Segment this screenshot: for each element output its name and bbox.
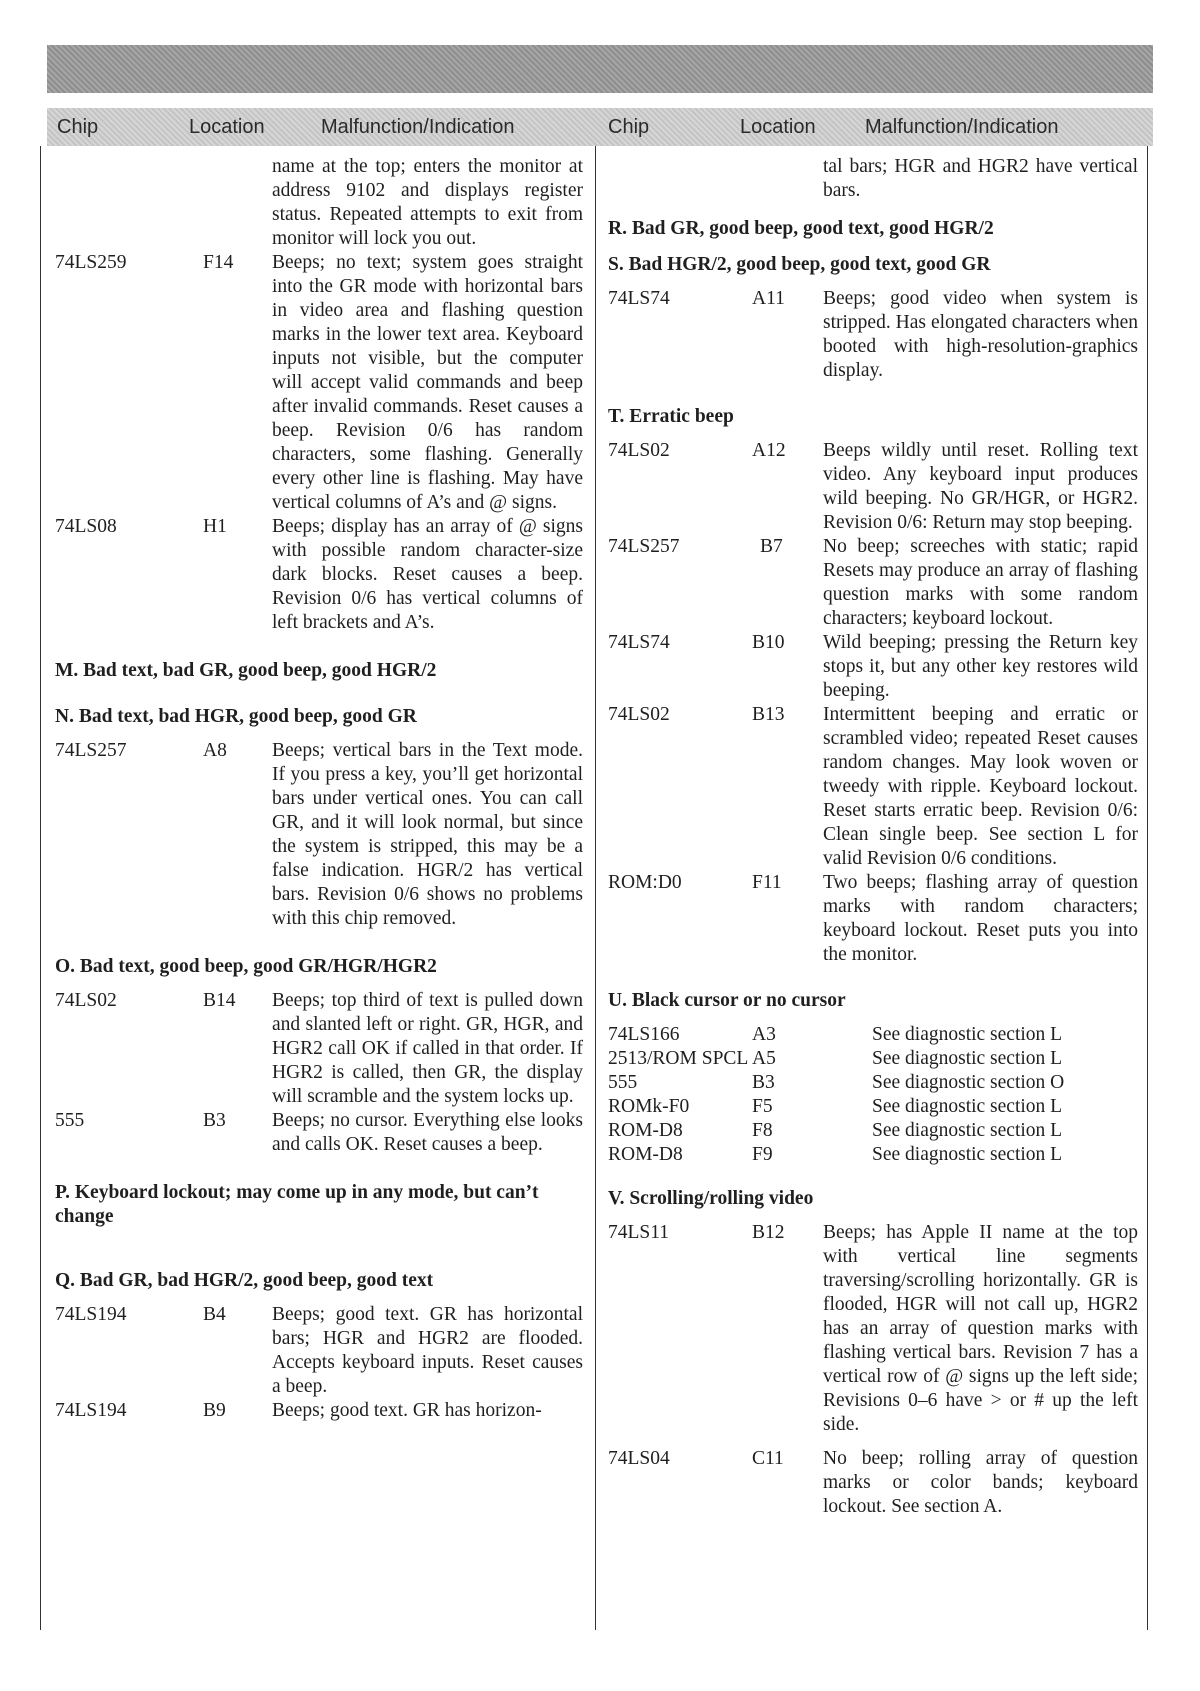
table-row <box>55 989 583 1109</box>
list-item <box>608 1071 1138 1095</box>
location-cell: F11 <box>752 872 782 893</box>
malfunction-text: Two beeps; flashing array of question marks with random characters; keyboard lockout. Reset puts you into the monitor. <box>823 872 1138 965</box>
right-column <box>608 155 1138 1519</box>
location-cell: A3 <box>752 1024 776 1045</box>
location-cell: F14 <box>203 252 234 273</box>
malfunction-text: See diagnostic section L <box>872 1120 1063 1141</box>
malfunction-text: No beep; screeches with static; rapid Resets may produce an array of flashing question marks with some random characters; keyboard lockout. <box>823 536 1138 629</box>
section-heading: V. Scrolling/rolling video <box>608 1188 814 1209</box>
malfunction-text: Beeps; has Apple II name at the top with vertical line segments traversing/scrolling horizontally. GR is flooded, HGR will not call up, HGR2 has an array of question marks with flashing vertical bars. Revision 7 has a vertical row of @ signs up the left side; Revisions 0–6 have > or # up the left side. <box>823 1222 1138 1435</box>
section-heading: S. Bad HGR/2, good beep, good text, good GR <box>608 254 991 275</box>
chip-list <box>608 1023 1138 1167</box>
top-shaded-band <box>47 45 1153 93</box>
chip-cell: 74LS02 <box>55 990 117 1011</box>
malfunction-text: See diagnostic section L <box>872 1144 1063 1165</box>
location-cell: B3 <box>752 1072 775 1093</box>
location-cell: B13 <box>752 704 785 725</box>
table-header <box>47 108 1153 146</box>
list-item <box>608 1119 1138 1143</box>
malfunction-text: See diagnostic section O <box>872 1072 1065 1093</box>
table-row <box>608 155 1138 203</box>
header-malfunction-right: Malfunction/Indication <box>865 116 1059 138</box>
location-cell: A5 <box>752 1048 776 1069</box>
location-cell: B14 <box>203 990 236 1011</box>
chip-cell: 74LS194 <box>55 1304 127 1325</box>
table-row <box>608 439 1138 535</box>
malfunction-text: tal bars; HGR and HGR2 have vertical bars. <box>823 156 1138 201</box>
header-location-left: Location <box>189 116 265 138</box>
list-item <box>608 1047 1138 1071</box>
table-row <box>55 515 583 635</box>
location-cell: F5 <box>752 1096 773 1117</box>
malfunction-text: See diagnostic section L <box>872 1024 1063 1045</box>
chip-cell: 74LS259 <box>55 252 127 273</box>
location-cell: B3 <box>203 1110 226 1131</box>
list-item <box>608 1095 1138 1119</box>
location-cell: B7 <box>760 536 783 557</box>
table-row <box>608 1221 1138 1437</box>
table-row <box>608 631 1138 703</box>
right-border <box>1147 146 1148 1630</box>
location-cell: A12 <box>752 440 786 461</box>
header-malfunction-left: Malfunction/Indication <box>321 116 515 138</box>
malfunction-text: Beeps; good text. GR has horizon- <box>272 1400 542 1421</box>
header-chip-right: Chip <box>608 116 650 138</box>
malfunction-text: Beeps; good text. GR has horizontal bars; HGR and HGR2 are flooded. Accepts keyboard inputs. Reset causes a beep. <box>272 1304 583 1397</box>
chip-cell: 74LS02 <box>608 440 670 461</box>
table-row <box>608 1447 1138 1519</box>
location-cell: F8 <box>752 1120 773 1141</box>
section-heading: Q. Bad GR, bad HGR/2, good beep, good text <box>55 1270 434 1291</box>
chip-cell: 74LS257 <box>55 740 127 761</box>
malfunction-text: Beeps; no cursor. Everything else looks and calls OK. Reset causes a beep. <box>272 1110 583 1155</box>
malfunction-text: Beeps; display has an array of @ signs with possible random character-size dark blocks. Reset causes a beep. Revision 0/6 has vertical columns of left brackets and A’s. <box>272 516 583 633</box>
section-heading: P. Keyboard lockout; may come up in any mode, but can’t change <box>55 1182 539 1227</box>
chip-cell: 74LS257 <box>608 536 680 557</box>
table-row <box>608 703 1138 871</box>
chip-cell: 74LS02 <box>608 704 670 725</box>
header-gap <box>47 93 1153 97</box>
location-cell: B10 <box>752 632 785 653</box>
chip-cell: 74LS166 <box>608 1024 680 1045</box>
chip-cell: 2513/ROM SPCL <box>608 1048 749 1069</box>
malfunction-text: Beeps; vertical bars in the Text mode. If you press a key, you’ll get horizontal bars under vertical ones. You can call GR, and it will look normal, but since the system is stripped, this may be a false indication. HGR/2 has vertical bars. Revision 0/6 shows no problems with this chip removed. <box>272 740 583 929</box>
chip-cell: ROM:D0 <box>608 872 682 893</box>
table-row <box>55 251 583 515</box>
column-divider <box>595 146 596 1630</box>
malfunction-text: Beeps; top third of text is pulled down and slanted left or right. GR, HGR, and HGR2 call OK if called in that order. If HGR2 is called, then GR, the display will scramble and the system locks up. <box>272 990 583 1107</box>
table-row <box>55 155 583 251</box>
location-cell: B4 <box>203 1304 226 1325</box>
location-cell: F9 <box>752 1144 773 1165</box>
location-cell: B9 <box>203 1400 226 1421</box>
malfunction-text: See diagnostic section L <box>872 1048 1063 1069</box>
chip-cell: ROMk-F0 <box>608 1096 690 1117</box>
list-item <box>608 1143 1138 1167</box>
section-heading: O. Bad text, good beep, good GR/HGR/HGR2 <box>55 956 437 977</box>
left-border <box>40 146 41 1630</box>
table-row <box>55 1399 583 1423</box>
location-cell: H1 <box>203 516 227 537</box>
malfunction-text: Wild beeping; pressing the Return key stops it, but any other key restores wild beeping. <box>823 632 1138 701</box>
table-row <box>55 739 583 931</box>
chip-cell: 555 <box>55 1110 85 1131</box>
chip-cell: 74LS08 <box>55 516 117 537</box>
chip-cell: ROM-D8 <box>608 1144 683 1165</box>
section-heading: N. Bad text, bad HGR, good beep, good GR <box>55 706 417 727</box>
chip-cell: ROM-D8 <box>608 1120 683 1141</box>
header-location-right: Location <box>740 116 816 138</box>
section-heading: R. Bad GR, good beep, good text, good HGR/2 <box>608 218 994 239</box>
chip-cell: 74LS74 <box>608 632 670 653</box>
table-row <box>55 1109 583 1157</box>
chip-cell: 555 <box>608 1072 638 1093</box>
section-heading: T. Erratic beep <box>608 406 734 427</box>
malfunction-text: No beep; rolling array of question marks or color bands; keyboard lockout. See section A. <box>823 1448 1138 1517</box>
malfunction-text: Beeps; good video when system is stripped. Has elongated characters when booted with high-resolution-graphics display. <box>823 288 1138 381</box>
chip-cell: 74LS11 <box>608 1222 670 1243</box>
malfunction-text: Beeps; no text; system goes straight into the GR mode with horizontal bars in video area and flashing question marks in the lower text area. Keyboard inputs not visible, but the computer will accept valid commands and beep after invalid commands. Reset causes a beep. Revision 0/6 has random characters, some flashing. Generally every other line is flashing. May have vertical columns of A’s and @ signs. <box>272 252 583 513</box>
table-row <box>608 535 1138 631</box>
table-row <box>608 871 1138 967</box>
chip-cell: 74LS04 <box>608 1448 670 1469</box>
section-heading: M. Bad text, bad GR, good beep, good HGR/2 <box>55 660 437 681</box>
location-cell: B12 <box>752 1222 785 1243</box>
malfunction-text: name at the top; enters the monitor at address 9102 and displays register status. Repeated attempts to exit from monitor will lock you out. <box>272 156 583 249</box>
malfunction-text: See diagnostic section L <box>872 1096 1063 1117</box>
left-column <box>55 155 583 1423</box>
chip-cell: 74LS74 <box>608 288 670 309</box>
location-cell: C11 <box>752 1448 784 1469</box>
location-cell: A11 <box>752 288 785 309</box>
header-chip-left: Chip <box>57 116 99 138</box>
malfunction-text: Beeps wildly until reset. Rolling text video. Any keyboard input produces wild beeping. No GR/HGR, or HGR2. Revision 0/6: Return may stop beeping. <box>823 440 1138 533</box>
malfunction-text: Intermittent beeping and erratic or scrambled video; repeated Reset causes random changes. May look woven or tweedy with ripple. Keyboard lockout. Reset starts erratic beep. Revision 0/6: Clean single beep. See section L for valid Revision 0/6 conditions. <box>823 704 1138 869</box>
table-row <box>55 1303 583 1399</box>
chip-cell: 74LS194 <box>55 1400 127 1421</box>
table-row <box>608 287 1138 383</box>
list-item <box>608 1023 1138 1047</box>
section-heading: U. Black cursor or no cursor <box>608 990 846 1011</box>
location-cell: A8 <box>203 740 227 761</box>
